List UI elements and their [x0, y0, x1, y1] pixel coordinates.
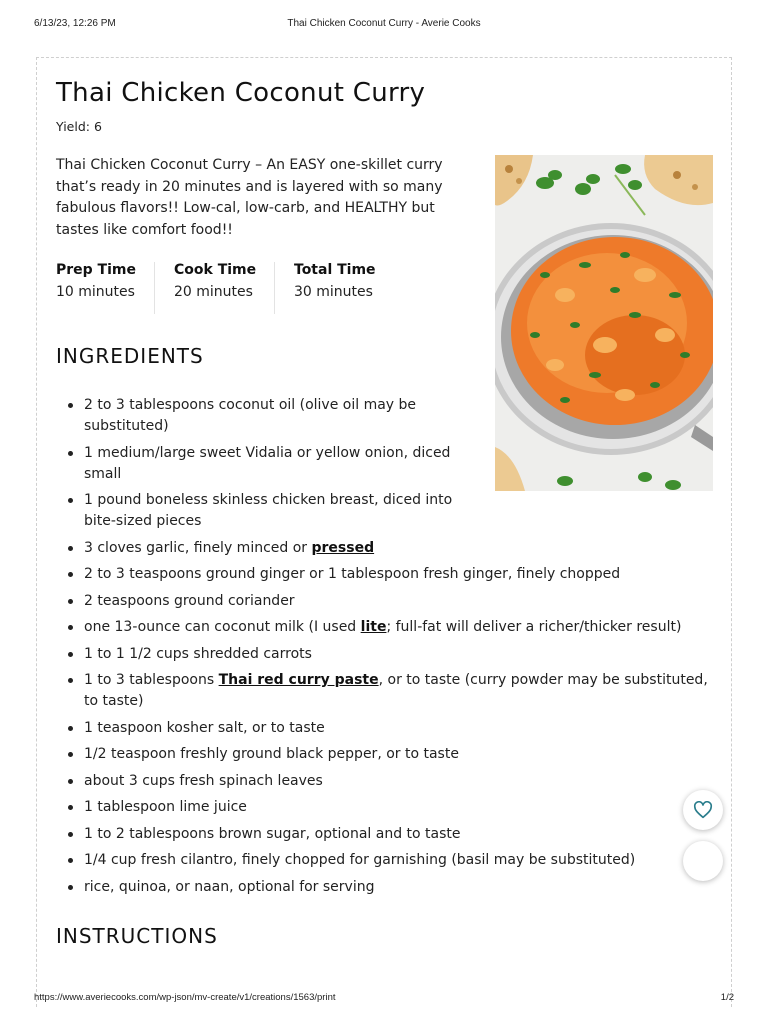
- print-page-number: 1/2: [720, 992, 734, 1003]
- ingredient-link-lite[interactable]: lite: [360, 619, 387, 635]
- ingredient-item: 1/4 cup fresh cilantro, finely chopped for garnishing (basil may be substituted): [56, 850, 716, 871]
- print-date: 6/13/23, 12:26 PM: [34, 18, 116, 29]
- cook-time-value: 20 minutes: [174, 284, 253, 300]
- ingredient-link-pressed[interactable]: pressed: [311, 539, 375, 556]
- total-time-value: 30 minutes: [294, 284, 373, 300]
- time-divider: [154, 262, 155, 314]
- ingredients-list: [56, 395, 716, 903]
- prep-time: [56, 262, 136, 314]
- ingredient-item: 1 teaspoon kosher salt, or to taste: [56, 718, 716, 739]
- ingredient-item: 1 to 2 tablespoons brown sugar, optional and to taste: [56, 824, 716, 845]
- ingredients-heading: INGREDIENTS: [56, 344, 204, 368]
- ingredient-item: rice, quinoa, or naan, optional for serving: [56, 877, 716, 898]
- cook-time: [174, 262, 256, 314]
- ingredient-link-curry-paste[interactable]: Thai red curry paste: [218, 672, 379, 688]
- recipe-title: Thai Chicken Coconut Curry: [56, 78, 426, 108]
- ingredient-item: [56, 670, 716, 712]
- time-divider: [274, 262, 275, 314]
- ingredient-item: 1 medium/large sweet Vidalia or yellow onion, diced small: [56, 443, 454, 485]
- heart-icon: [693, 801, 713, 819]
- print-url: https://www.averiecooks.com/wp-json/mv-create/v1/creations/1563/print: [34, 992, 336, 1003]
- ingredient-item: 2 to 3 teaspoons ground ginger or 1 tablespoon fresh ginger, finely chopped: [56, 564, 716, 585]
- ingredient-item: 1 to 1 1/2 cups shredded carrots: [56, 644, 716, 665]
- ingredient-item: [56, 617, 716, 638]
- yield-label: Yield:: [56, 119, 90, 134]
- print-footer: [34, 992, 734, 1006]
- prep-time-value: 10 minutes: [56, 284, 135, 300]
- ingredient-text: 3 cloves garlic, finely minced or: [84, 539, 312, 556]
- ingredient-item: 2 teaspoons ground coriander: [56, 591, 716, 612]
- ingredient-text: ; full-fat will deliver a richer/thicker result): [386, 619, 682, 635]
- cook-time-label: Cook Time: [174, 262, 257, 278]
- ingredient-text: 1 to 3 tablespoons: [84, 672, 219, 688]
- ingredient-item: 1 pound boneless skinless chicken breast, diced into bite-sized pieces: [56, 490, 454, 532]
- prep-time-label: Prep Time: [56, 262, 136, 278]
- ingredient-item: about 3 cups fresh spinach leaves: [56, 771, 716, 792]
- ingredient-text: , or to taste (curry powder may be substituted, to taste): [84, 672, 708, 709]
- yield-value: 6: [93, 119, 102, 134]
- floating-action-button[interactable]: [683, 841, 723, 881]
- recipe-description: Thai Chicken Coconut Curry – An EASY one-skillet curry that’s ready in 20 minutes and is layered with so many fabulous flavors!! Low-cal, low-carb, and HEALTHY but tastes like comfort food!!: [56, 157, 443, 238]
- favorite-button[interactable]: [683, 790, 723, 830]
- total-time: [294, 262, 376, 314]
- ingredient-text: one 13-ounce can coconut milk (I used: [84, 619, 361, 635]
- ingredient-item: 1 tablespoon lime juice: [56, 797, 716, 818]
- print-page-title: Thai Chicken Coconut Curry - Averie Cooks: [287, 18, 481, 29]
- ingredient-item: 2 to 3 tablespoons coconut oil (olive oil may be substituted): [56, 395, 454, 437]
- print-header: [34, 18, 734, 32]
- recipe-yield: [56, 119, 102, 134]
- instructions-heading: INSTRUCTIONS: [56, 924, 218, 948]
- ingredient-item: [56, 538, 716, 559]
- total-time-label: Total Time: [294, 262, 376, 278]
- ingredient-item: 1/2 teaspoon freshly ground black pepper, or to taste: [56, 744, 716, 765]
